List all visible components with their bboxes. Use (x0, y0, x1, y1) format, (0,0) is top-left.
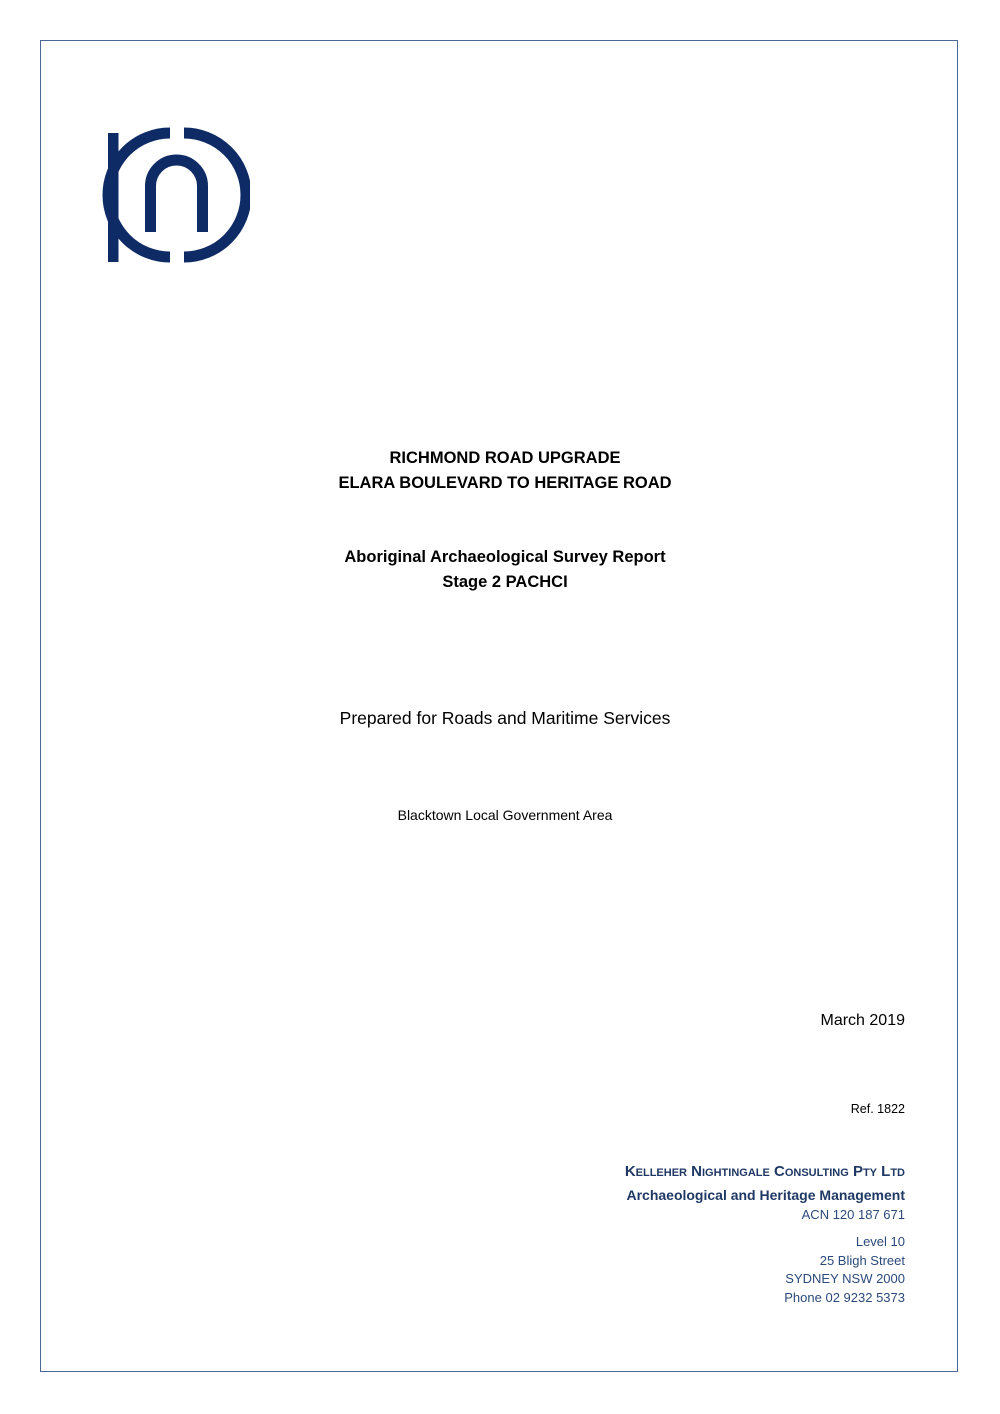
report-date: March 2019 (820, 1012, 905, 1029)
address-line: SYDNEY NSW 2000 (785, 1271, 905, 1286)
phone-line: Phone 02 9232 5373 (784, 1289, 905, 1305)
company-logo (100, 120, 250, 270)
address-line: 25 Bligh Street (819, 1252, 905, 1268)
company-acn: ACN 120 187 671 (801, 1207, 905, 1222)
subtitle-line-2: Stage 2 PACHCI (442, 572, 568, 591)
title-line-2: ELARA BOULEVARD TO HERITAGE ROAD (338, 473, 672, 492)
report-reference: Ref. 1822 (850, 1102, 905, 1116)
title-line-1: RICHMOND ROAD UPGRADE (389, 449, 621, 467)
report-subtitle (0, 545, 1000, 594)
address-line: Level 10 (855, 1234, 905, 1249)
local-government-area: Blacktown Local Government Area (397, 807, 613, 823)
prepared-for: Prepared for Roads and Maritime Services (339, 708, 671, 728)
company-tagline: Archaeological and Heritage Management (626, 1187, 905, 1203)
company-address (784, 1233, 905, 1307)
company-name: Kelleher Nightingale Consulting Pty Ltd (624, 1163, 905, 1180)
report-title (0, 446, 1000, 495)
subtitle-line-1: Aboriginal Archaeological Survey Report (344, 548, 666, 566)
kn-monogram-icon (100, 120, 250, 270)
